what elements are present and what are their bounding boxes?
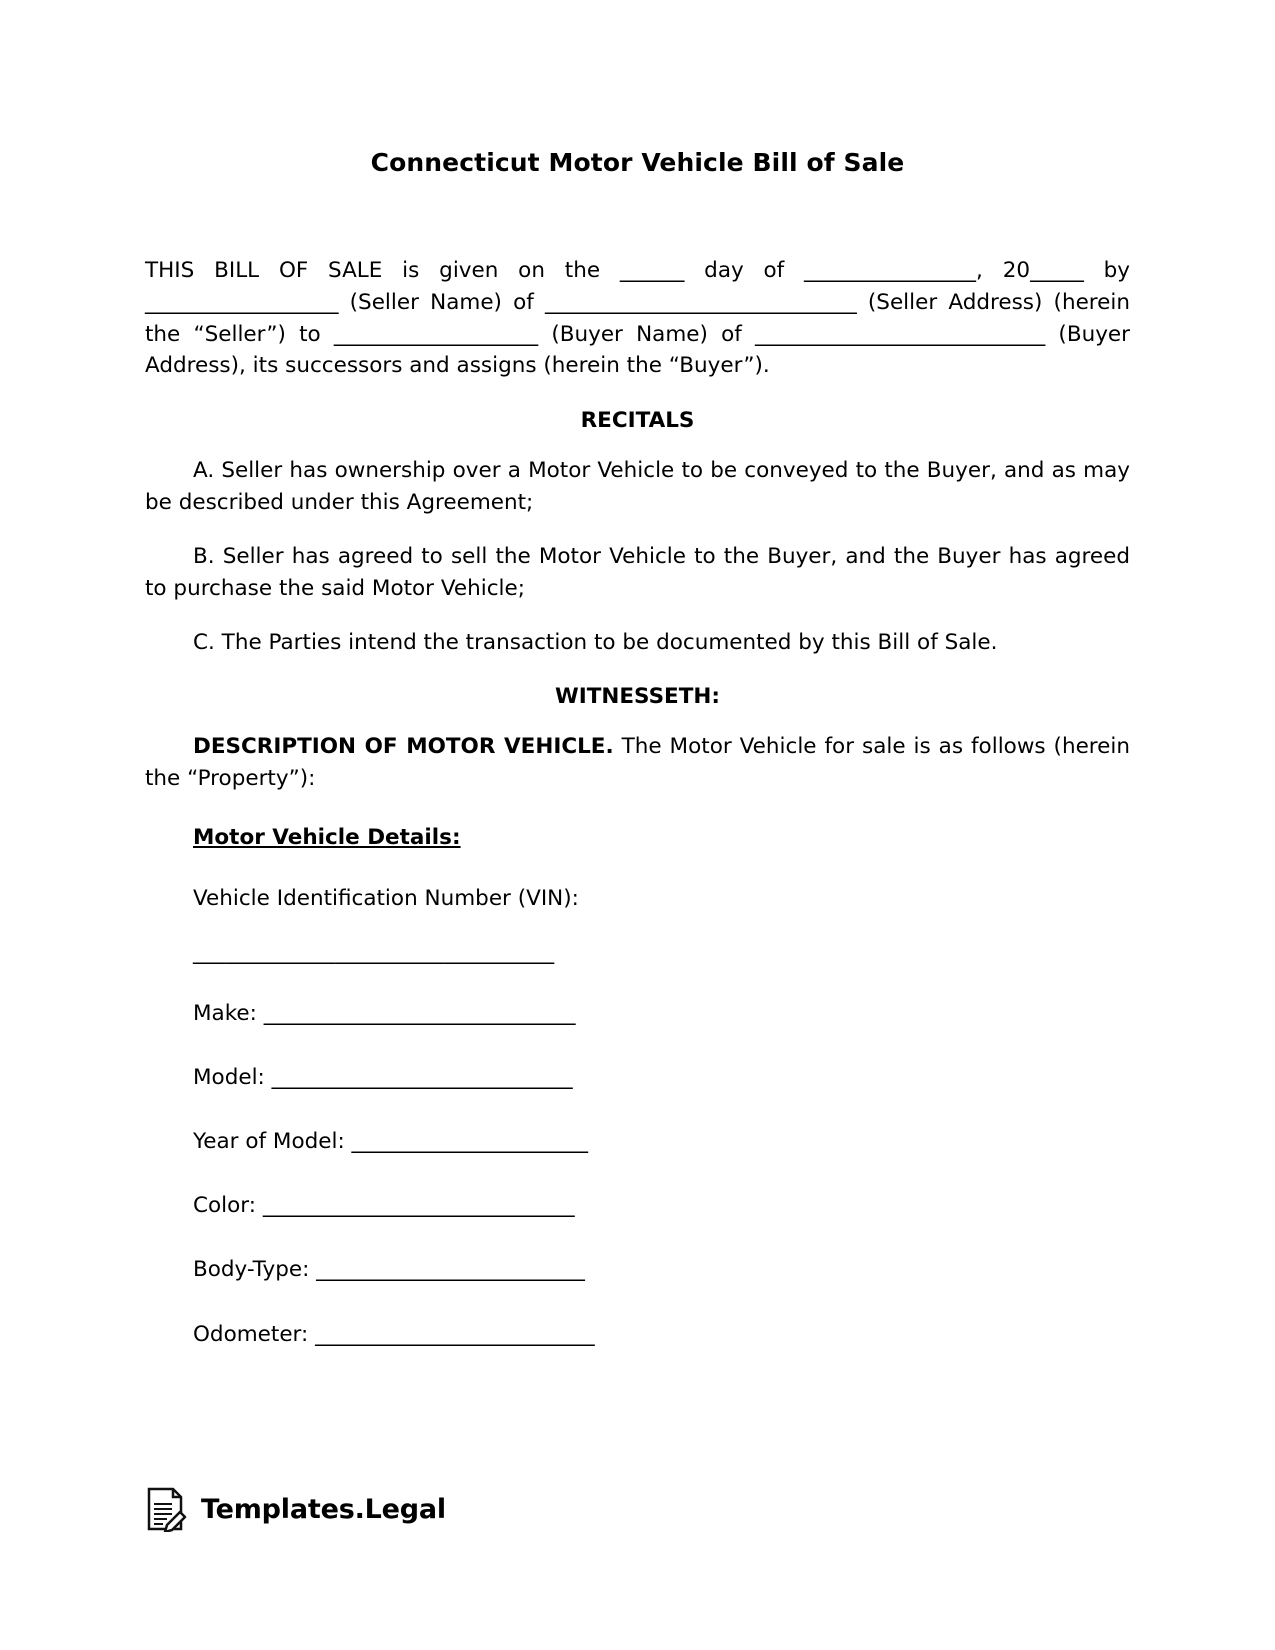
field-color-label: Color: xyxy=(193,1193,263,1219)
vin-label: Vehicle Identification Number (VIN): xyxy=(193,885,579,911)
intro-paragraph-block xyxy=(145,255,1130,382)
field-body-type-rule[interactable]: _________________________ xyxy=(316,1257,585,1283)
field-make-label: Make: xyxy=(193,1001,264,1027)
intro-paragraph: THIS BILL OF SALE is given on the ______ day of ________________, 20_____ by __________________ (Seller Name) of _____________________________ (Seller Address) (herein the “Seller”) to ___________________ (Buyer Name) of ___________________________ (Buyer Address), its successors and assigns (herein the “Buyer”). xyxy=(145,258,1130,379)
field-color-rule[interactable]: _____________________________ xyxy=(262,1193,575,1219)
field-model xyxy=(193,1063,1130,1093)
vin-input-rule[interactable]: _________________________________ xyxy=(193,940,555,966)
motor-vehicle-details-heading: Motor Vehicle Details: xyxy=(193,824,461,850)
document-with-pen-icon xyxy=(145,1486,187,1532)
footer-brand-label: Templates.Legal xyxy=(201,1493,446,1525)
description-label: DESCRIPTION OF MOTOR VEHICLE. xyxy=(193,734,614,760)
recital-a: A. Seller has ownership over a Motor Vehicle to be conveyed to the Buyer, and as may be described under this Agreement; xyxy=(145,458,1130,516)
field-model-rule[interactable]: ____________________________ xyxy=(271,1065,573,1091)
recitals-heading: RECITALS xyxy=(580,408,695,434)
description-paragraph xyxy=(145,731,1130,795)
field-year-of-model xyxy=(193,1127,1130,1157)
field-model-label: Model: xyxy=(193,1065,272,1091)
page-title: Connecticut Motor Vehicle Bill of Sale xyxy=(370,148,905,177)
field-make xyxy=(193,999,1130,1029)
recital-c: C. The Parties intend the transaction to be documented by this Bill of Sale. xyxy=(193,629,998,655)
field-body-type xyxy=(193,1255,1130,1285)
field-make-rule[interactable]: _____________________________ xyxy=(263,1001,576,1027)
footer xyxy=(145,1486,446,1532)
description-text: The Motor Vehicle for sale is as follows (herein the “Property”): xyxy=(145,734,1130,792)
field-odometer-rule[interactable]: __________________________ xyxy=(315,1321,595,1347)
field-year-of-model-label: Year of Model: xyxy=(193,1129,352,1155)
field-year-of-model-rule[interactable]: ______________________ xyxy=(351,1129,589,1155)
field-body-type-label: Body-Type: xyxy=(193,1257,317,1283)
field-odometer xyxy=(193,1320,1130,1350)
field-color xyxy=(193,1191,1130,1221)
field-odometer-label: Odometer: xyxy=(193,1321,316,1347)
recital-b: B. Seller has agreed to sell the Motor Vehicle to the Buyer, and the Buyer has agreed to purchase the said Motor Vehicle; xyxy=(145,543,1130,601)
witnesseth-heading: WITNESSETH: xyxy=(554,684,720,710)
